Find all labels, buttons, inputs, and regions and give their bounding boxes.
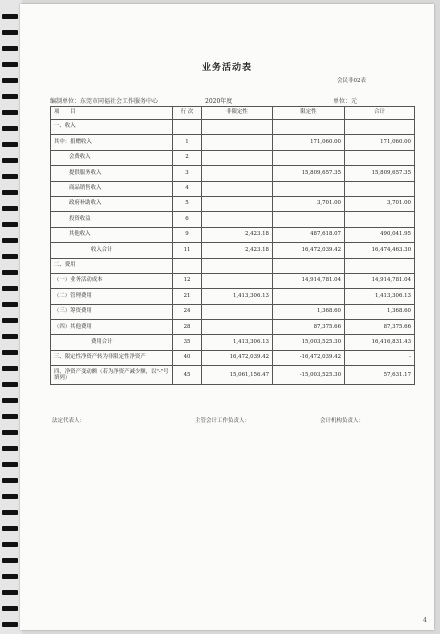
row-item: （一）业务活动成本: [51, 273, 173, 288]
binding-hole: [2, 206, 18, 211]
row-restricted: 171,060.00: [273, 135, 345, 150]
table-row: [51, 227, 415, 242]
binding-hole: [2, 590, 18, 595]
row-total: 490,041.95: [345, 227, 415, 242]
binding-hole: [2, 238, 18, 243]
row-line: 28: [173, 320, 202, 335]
row-unrestricted: [202, 166, 273, 181]
binding-hole: [2, 366, 18, 371]
header-line-no: 行 次: [173, 107, 202, 120]
row-restricted: 15,809,657.35: [273, 166, 345, 181]
table-row: [51, 366, 415, 385]
binding-hole: [2, 494, 18, 499]
binding-hole: [2, 542, 18, 547]
row-line: 5: [173, 196, 202, 211]
table-row: [51, 166, 415, 181]
table-row: [51, 196, 415, 211]
row-unrestricted: [202, 212, 273, 227]
binding-hole: [2, 14, 18, 19]
row-unrestricted: [202, 181, 273, 196]
row-total: 87,375.66: [345, 320, 415, 335]
row-line: 3: [173, 166, 202, 181]
row-unrestricted: [202, 120, 273, 135]
row-item: 提供服务收入: [51, 166, 173, 181]
row-unrestricted: 16,472,039.42: [202, 350, 273, 365]
row-line: 6: [173, 212, 202, 227]
binding-hole: [2, 158, 18, 163]
row-restricted: [273, 212, 345, 227]
binding-hole: [2, 94, 18, 99]
header-item: 项 目: [51, 107, 173, 120]
binding-hole: [2, 142, 18, 147]
table-row: [51, 350, 415, 365]
row-line: [173, 258, 202, 273]
accounting-dept-head-signature: 会计机构负责人：: [320, 418, 365, 424]
row-unrestricted: 2,423.18: [202, 243, 273, 258]
row-total: [345, 120, 415, 135]
binding-hole: [2, 622, 18, 627]
row-restricted: 3,701.00: [273, 196, 345, 211]
row-line: 4: [173, 181, 202, 196]
header-total: 合计: [345, 107, 415, 120]
binding-hole: [2, 398, 18, 403]
form-number: 会民非02表: [337, 78, 366, 84]
row-total: 1,413,306.13: [345, 289, 415, 304]
row-item: 二、费用: [51, 258, 173, 273]
binding-hole: [2, 414, 18, 419]
binding-hole: [2, 126, 18, 131]
row-item: 其他收入: [51, 227, 173, 242]
row-unrestricted: [202, 258, 273, 273]
header-restricted: 限定性: [273, 107, 345, 120]
row-line: 35: [173, 335, 202, 350]
header-unrestricted: 非限定性: [202, 107, 273, 120]
table-row: [51, 289, 415, 304]
row-unrestricted: [202, 135, 273, 150]
row-restricted: -16,472,039.42: [273, 350, 345, 365]
page-title: 业务活动表: [201, 63, 252, 73]
row-item: 政府补助收入: [51, 196, 173, 211]
activity-table: [50, 106, 415, 385]
table-row: [51, 243, 415, 258]
binding-hole: [2, 78, 18, 83]
row-item: 会费收入: [51, 150, 173, 165]
row-item: 其中：捐赠收入: [51, 135, 173, 150]
row-unrestricted: [202, 320, 273, 335]
binding-hole: [2, 446, 18, 451]
binding-hole: [2, 558, 18, 563]
row-total: 14,914,781.04: [345, 273, 415, 288]
binding-hole: [2, 174, 18, 179]
row-unrestricted: 15,061,156.47: [202, 366, 273, 385]
table-row: [51, 273, 415, 288]
table-row: [51, 150, 415, 165]
org-label: 编制单位：东莞市同福社会工作服务中心: [50, 98, 159, 105]
row-restricted: -15,003,525.30: [273, 366, 345, 385]
row-total: 3,701.00: [345, 196, 415, 211]
row-restricted: 16,472,039.42: [273, 243, 345, 258]
row-unrestricted: [202, 273, 273, 288]
binding-hole: [2, 382, 18, 387]
binding-hole: [2, 334, 18, 339]
binding-hole: [2, 254, 18, 259]
row-unrestricted: [202, 196, 273, 211]
row-restricted: 487,618.07: [273, 227, 345, 242]
row-restricted: [273, 181, 345, 196]
row-line: 12: [173, 273, 202, 288]
row-total: [345, 258, 415, 273]
row-line: 40: [173, 350, 202, 365]
row-total: 57,631.17: [345, 366, 415, 385]
binding-hole: [2, 350, 18, 355]
row-unrestricted: [202, 304, 273, 319]
binding-hole: [2, 30, 18, 35]
table-row: [51, 258, 415, 273]
row-line: 1: [173, 135, 202, 150]
row-total: -: [345, 350, 415, 365]
row-total: 16,416,831.43: [345, 335, 415, 350]
binding-hole: [2, 430, 18, 435]
row-total: 16,474,463.30: [345, 243, 415, 258]
binding-hole: [2, 190, 18, 195]
binding-hole: [2, 606, 18, 611]
row-unrestricted: [202, 150, 273, 165]
row-line: 9: [173, 227, 202, 242]
table-row: [51, 181, 415, 196]
row-total: [345, 181, 415, 196]
row-restricted: 15,003,525.30: [273, 335, 345, 350]
row-line: 24: [173, 304, 202, 319]
binding-hole: [2, 302, 18, 307]
row-item: 四、净资产变动额（若为净资产减少额，以"-"号填列）: [51, 366, 173, 385]
table-header-row: [51, 107, 415, 120]
year-label: 2020年度: [205, 98, 233, 105]
binding-hole: [2, 110, 18, 115]
binding-hole: [2, 574, 18, 579]
row-restricted: 1,368.60: [273, 304, 345, 319]
row-item: 投资收益: [51, 212, 173, 227]
document-page: [20, 4, 434, 630]
row-unrestricted: 1,413,306.13: [202, 289, 273, 304]
row-item: 收入合计: [51, 243, 173, 258]
binding-hole: [2, 62, 18, 67]
row-total: 15,809,657.35: [345, 166, 415, 181]
binding-hole: [2, 222, 18, 227]
binding-hole: [2, 286, 18, 291]
row-item: 费用合计: [51, 335, 173, 350]
row-item: 三、限定性净资产转为非限定性净资产: [51, 350, 173, 365]
table-row: [51, 335, 415, 350]
row-unrestricted: 2,423.18: [202, 227, 273, 242]
binding-hole: [2, 270, 18, 275]
row-unrestricted: 1,413,306.13: [202, 335, 273, 350]
binding-hole: [2, 46, 18, 51]
row-item: 一、收入: [51, 120, 173, 135]
accounting-head-signature: 主管会计工作负责人：: [195, 418, 251, 424]
page-number: 4: [423, 617, 427, 624]
row-line: [173, 120, 202, 135]
row-restricted: [273, 258, 345, 273]
table-row: [51, 304, 415, 319]
row-total: 171,060.00: [345, 135, 415, 150]
row-restricted: 87,375.66: [273, 320, 345, 335]
binding-hole: [2, 318, 18, 323]
row-line: 45: [173, 366, 202, 385]
binding-hole: [2, 526, 18, 531]
table-row: [51, 135, 415, 150]
row-item: （二）管理费用: [51, 289, 173, 304]
row-restricted: 14,914,781.04: [273, 273, 345, 288]
binding-hole: [2, 478, 18, 483]
row-total: 1,368.60: [345, 304, 415, 319]
row-restricted: [273, 120, 345, 135]
unit-label: 单位：元: [333, 98, 358, 105]
table-row: [51, 120, 415, 135]
binding-hole: [2, 510, 18, 515]
row-item: （四）其他费用: [51, 320, 173, 335]
row-line: 11: [173, 243, 202, 258]
row-line: 21: [173, 289, 202, 304]
row-total: [345, 212, 415, 227]
table-row: [51, 212, 415, 227]
legal-rep-signature: 法定代表人：: [52, 418, 86, 424]
row-total: [345, 150, 415, 165]
binding-hole: [2, 462, 18, 467]
row-line: 2: [173, 150, 202, 165]
binding-strip: [0, 0, 22, 634]
table-row: [51, 320, 415, 335]
row-restricted: [273, 150, 345, 165]
row-item: （三）筹资费用: [51, 304, 173, 319]
row-item: 商品销售收入: [51, 181, 173, 196]
row-restricted: [273, 289, 345, 304]
